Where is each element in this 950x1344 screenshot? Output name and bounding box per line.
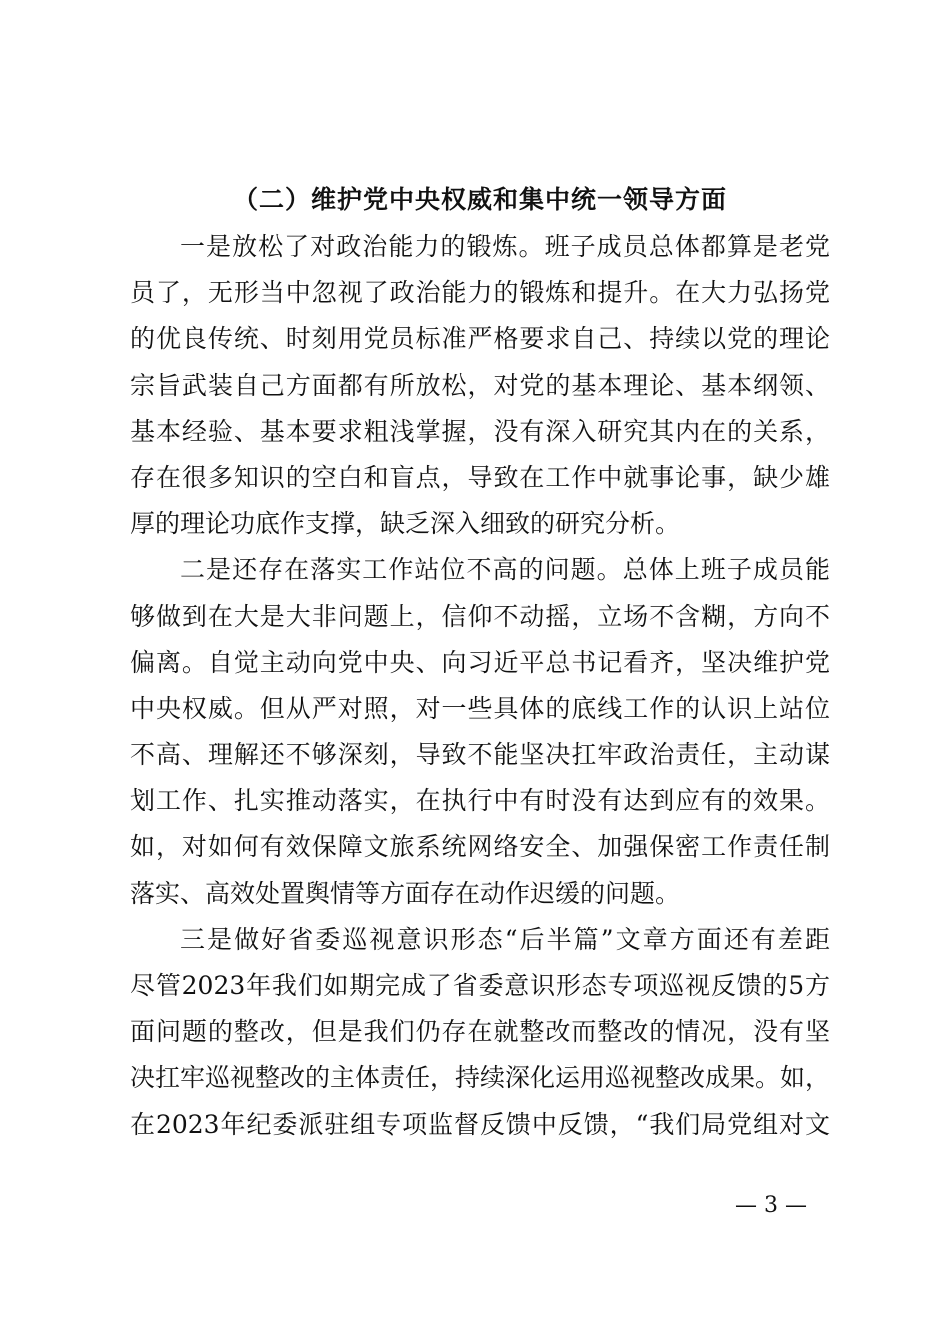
paragraph-3 xyxy=(130,917,830,1148)
paragraph-2 xyxy=(130,547,830,917)
paragraph-line: 划工作、扎实推动落实，在执行中有时没有达到应有的效果。 xyxy=(130,786,830,816)
paragraph-line: 存在很多知识的空白和盲点，导致在工作中就事论事，缺少雄 xyxy=(130,462,830,492)
paragraph-line: 基本经验、基本要求粗浅掌握，没有深入研究其内在的关系， xyxy=(130,416,830,446)
paragraph-line: 宗旨武装自己方面都有所放松，对党的基本理论、基本纲领、 xyxy=(130,370,830,400)
paragraph-line: 如，对如何有效保障文旅系统网络安全、加强保密工作责任制 xyxy=(130,832,830,862)
paragraph-line: 一是放松了对政治能力的锻炼。班子成员总体都算是老党 xyxy=(180,232,830,261)
paragraph-line: 三是做好省委巡视意识形态“后半篇”文章方面还有差距 xyxy=(180,924,830,954)
paragraph-line: 厚的理论功底作支撑，缺乏深入细致的研究分析。 xyxy=(130,509,681,539)
page-number: — 3 — xyxy=(735,1193,807,1218)
paragraph-line: 落实、高效处置舆情等方面存在动作迟缓的问题。 xyxy=(130,878,681,908)
paragraph-line: 二是还存在落实工作站位不高的问题。总体上班子成员能 xyxy=(180,555,830,585)
paragraph-line: 够做到在大是大非问题上，信仰不动摇，立场不含糊，方向不 xyxy=(130,601,830,631)
paragraph-line: 尽管2023年我们如期完成了省委意识形态专项巡视反馈的5方 xyxy=(130,971,830,1000)
section-heading: （二）维护党中央权威和集中统一领导方面 xyxy=(232,185,727,214)
paragraph-1 xyxy=(130,224,830,547)
paragraph-line: 不高、理解还不够深刻，导致不能坚决扛牢政治责任，主动谋 xyxy=(130,740,830,770)
paragraph-line: 偏离。自觉主动向党中央、向习近平总书记看齐，坚决维护党 xyxy=(130,647,830,677)
paragraph-line: 在2023年纪委派驻组专项监督反馈中反馈，“我们局党组对文 xyxy=(130,1109,830,1139)
paragraph-line: 员了，无形当中忽视了政治能力的锻炼和提升。在大力弘扬党 xyxy=(130,278,830,308)
paragraph-line: 的优良传统、时刻用党员标准严格要求自己、持续以党的理论 xyxy=(130,324,830,354)
paragraph-line: 中央权威。但从严对照，对一些具体的底线工作的认识上站位 xyxy=(130,693,830,723)
paragraph-line: 面问题的整改，但是我们仍存在就整改而整改的情况，没有坚 xyxy=(130,1017,830,1047)
body-text xyxy=(130,224,830,1148)
paragraph-line: 决扛牢巡视整改的主体责任，持续深化运用巡视整改成果。如， xyxy=(130,1063,831,1093)
